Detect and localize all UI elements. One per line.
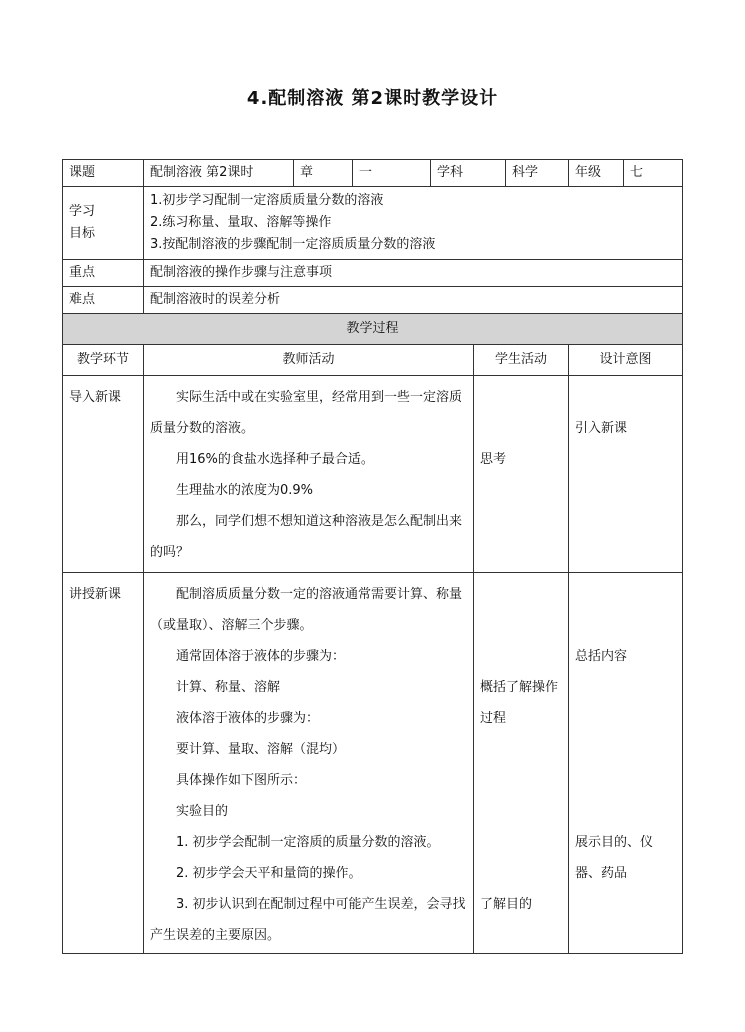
key-point-row (63, 260, 683, 287)
difficulty-value: 配制溶液时的误差分析 (144, 287, 683, 314)
teacher-paragraph: 1. 初步学会配制一定溶质的质量分数的溶液。 (176, 835, 440, 850)
lesson-plan-table (62, 159, 683, 954)
nianji-label: 年级 (569, 160, 624, 187)
teacher-paragraph: 用16%的食盐水选择种子最合适。 (176, 452, 374, 467)
page-title: 4.配制溶液 第2课时教学设计 (246, 88, 499, 109)
key-point-value: 配制溶液的操作步骤与注意事项 (144, 260, 683, 287)
teacher-paragraph: 2. 初步学会天平和量筒的操作。 (176, 866, 362, 881)
objective-item: 2.练习称量、量取、溶解等操作 (150, 215, 332, 230)
stage-new: 讲授新课 (63, 573, 144, 954)
teacher-paragraph: 实验目的 (176, 804, 229, 819)
teacher-paragraph: 实际生活中或在实验室里，经常用到一些一定溶质质量分数的溶液。 (150, 390, 463, 436)
objectives-row (63, 187, 683, 260)
intent-intro: 引入新课 (569, 376, 683, 573)
xueke-value: 科学 (506, 160, 569, 187)
teacher-paragraph: 配制溶质质量分数一定的溶液通常需要计算、称量（或量取）、溶解三个步骤。 (150, 587, 463, 633)
objective-item: 3.按配制溶液的步骤配制一定溶质质量分数的溶液 (150, 237, 436, 252)
student-activity-new: 概括了解操作过程 了解目的 (474, 573, 569, 954)
student-activity-intro: 思考 (474, 376, 569, 573)
teacher-activity-new (144, 573, 474, 954)
process-banner: 教学过程 (63, 314, 683, 345)
objectives-label-line1: 学习 (69, 204, 96, 219)
teacher-paragraph: 要计算、量取、溶解（混均） (176, 742, 346, 757)
process-row-new (63, 573, 683, 954)
objectives-label (63, 187, 144, 260)
difficulty-label: 难点 (63, 287, 144, 314)
teacher-paragraph: 3. 初步认识到在配制过程中可能产生误差，会寻找产生误差的主要原因。 (150, 897, 466, 943)
objective-item: 1.初步学习配制一定溶质质量分数的溶液 (150, 193, 384, 208)
teacher-paragraph: 液体溶于液体的步骤为： (176, 711, 320, 726)
zhang-label: 章 (294, 160, 353, 187)
header-stage: 教学环节 (63, 345, 144, 376)
objectives-label-line2: 目标 (69, 226, 96, 241)
teacher-paragraph: 那么，同学们想不想知道这种溶液是怎么配制出来的吗？ (150, 514, 463, 560)
teacher-paragraph: 通常固体溶于液体的步骤为： (176, 649, 346, 664)
teacher-paragraph: 生理盐水的浓度为0.9% (176, 483, 314, 498)
xueke-label: 学科 (431, 160, 506, 187)
header-student: 学生活动 (474, 345, 569, 376)
header-intent: 设计意图 (569, 345, 683, 376)
intent-new: 总括内容 展示目的、仪器、药品 (569, 573, 683, 954)
zhang-value: 一 (353, 160, 431, 187)
header-teacher: 教师活动 (144, 345, 474, 376)
keti-value: 配制溶液 第2课时 (144, 160, 294, 187)
info-row (63, 160, 683, 187)
keti-label: 课题 (63, 160, 144, 187)
nianji-value: 七 (624, 160, 683, 187)
process-banner-row (63, 314, 683, 345)
teacher-activity-intro (144, 376, 474, 573)
teacher-paragraph: 具体操作如下图所示： (176, 773, 307, 788)
objectives-list (144, 187, 683, 260)
difficulty-row (63, 287, 683, 314)
process-row-intro (63, 376, 683, 573)
teacher-paragraph: 计算、称量、溶解 (176, 680, 281, 695)
stage-intro: 导入新课 (63, 376, 144, 573)
process-header-row (63, 345, 683, 376)
key-point-label: 重点 (63, 260, 144, 287)
